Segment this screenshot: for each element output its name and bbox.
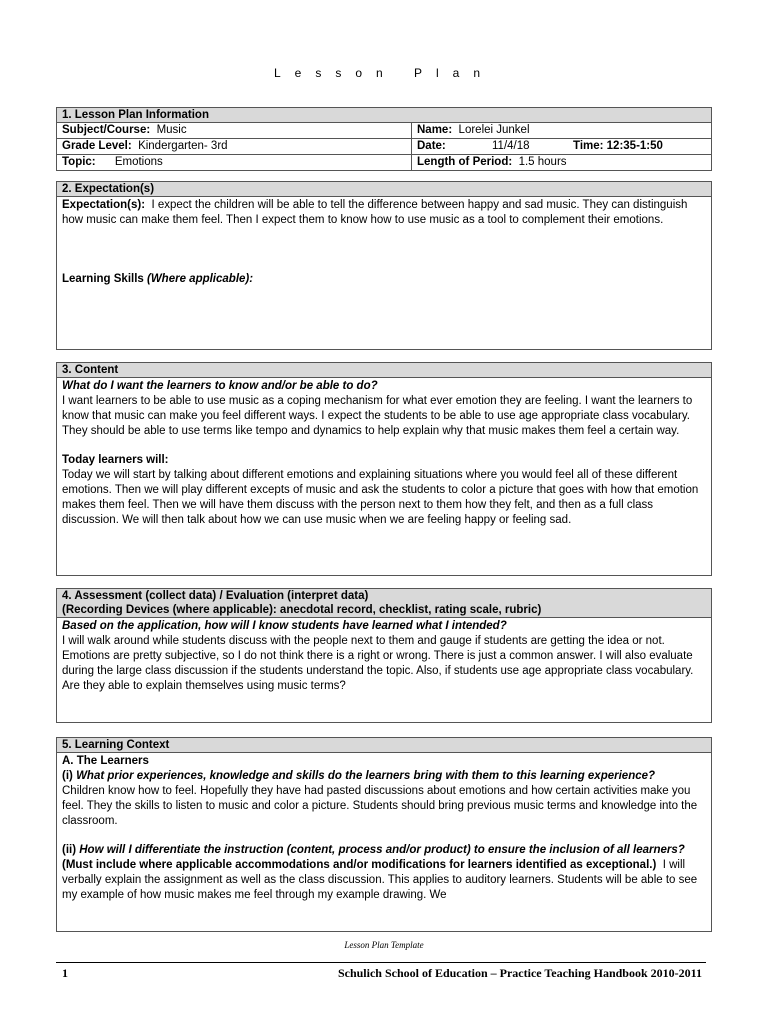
section-header: 3. Content <box>57 363 711 378</box>
footer-handbook-title: Schulich School of Education – Practice Teaching Handbook 2010-2011 <box>337 966 702 980</box>
length-label: Length of Period: <box>417 156 513 168</box>
section-lesson-info <box>56 107 712 171</box>
q2-extra: (Must include where applicable accommodations and/or modifications for learners identified as exceptional.) <box>62 859 657 871</box>
section-header: 1. Lesson Plan Information <box>57 108 711 123</box>
grade-label: Grade Level: <box>62 140 132 152</box>
footer-template-label: Lesson Plan Template <box>344 940 424 950</box>
subject-value: Music <box>156 124 187 136</box>
assessment-question: Based on the application, how will I know students have learned what I intended? <box>62 620 507 632</box>
q1-number: (i) <box>62 770 77 782</box>
info-row <box>57 139 711 155</box>
name-label: Name: <box>417 124 453 136</box>
content-text: I want learners to be able to use music as a coping mechanism for what ever emotion they are feeling. I want the learners to know that music can make you feel different ways. I expect the students to be able to use age appropriate class vocabulary. They should be able to use terms like tempo and dynamics to help explain why that music makes them feel a certain way. <box>62 395 693 437</box>
section-expectations <box>56 181 712 350</box>
info-row <box>57 123 711 139</box>
assessment-header: 4. Assessment (collect data) / Evaluation (interpret data) <box>62 590 369 602</box>
learning-skills-label: Learning Skills <box>62 273 147 285</box>
page-title: Lesson Plan <box>273 66 495 80</box>
learning-skills-note: (Where applicable): <box>147 273 254 285</box>
q2-number: (ii) <box>62 844 80 856</box>
assessment-subheader: (Recording Devices (where applicable): anecdotal record, checklist, rating scale, rubric) <box>62 604 542 616</box>
name-value: Lorelei Junkel <box>458 124 530 136</box>
q2-text: How will I differentiate the instruction (content, process and/or product) to ensure the inclusion of all learners? <box>79 844 685 856</box>
date-label: Date: <box>417 140 446 152</box>
date-value: 11/4/18 <box>492 140 530 152</box>
topic-value: Emotions <box>114 156 163 168</box>
subject-label: Subject/Course: <box>62 124 151 136</box>
content-question: What do I want the learners to know and/or be able to do? <box>62 380 378 392</box>
section-assessment <box>56 588 712 723</box>
time-label: Time: 12:35-1:50 <box>573 140 663 152</box>
today-label: Today learners will: <box>62 454 169 466</box>
expectation-label: Expectation(s): <box>62 199 146 211</box>
assessment-text: I will walk around while students discuss with the people next to them and gauge if students are getting the idea or not. Emotions are pretty subjective, so I do not think there is a right or wrong. There is just a common answer. I will also evaluate during the large class discussion if the students understand the topic. Also, if students use age appropriate class vocabulary. Are they able to explain themselves using music terms? <box>62 635 694 692</box>
section-header <box>57 589 711 618</box>
section-learning-context <box>56 737 712 932</box>
info-row <box>57 155 711 170</box>
today-text: Today we will start by talking about different emotions and explaining situations where you would feel all of these different emotions. Then we will play different excepts of music and ask the students to color a picture that goes with how that emotion makes them feel. Then we will have them discuss with the person next to them how they felt, and then as a full class discussion. We will then talk about how we can use music when we are feeling happy or feeling sad. <box>62 469 699 526</box>
expectation-text: I expect the children will be able to tell the difference between happy and sad music. They can distinguish how music can make them feel. Then I expect them to know how to use music as a tool to complement their emotions. <box>62 199 688 226</box>
section-header: 5. Learning Context <box>57 738 711 753</box>
page-number: 1 <box>62 966 68 980</box>
q1-answer: Children know how to feel. Hopefully they have had pasted discussions about emotions and how certain activities make you feel. They the skills to listen to music and color a picture. Students should bring previous music terms and knowledge into the classroom. <box>62 785 698 827</box>
length-value: 1.5 hours <box>518 156 567 168</box>
topic-label: Topic: <box>62 156 96 168</box>
q1-text: What prior experiences, knowledge and skills do the learners bring with them to this learning experience? <box>76 770 656 782</box>
footer-divider <box>56 962 706 963</box>
learners-subheading: A. The Learners <box>62 755 149 767</box>
section-content <box>56 362 712 576</box>
section-header: 2. Expectation(s) <box>57 182 711 197</box>
grade-value: Kindergarten- 3rd <box>138 140 228 152</box>
q2-answer: I will verbally explain the assignment as well as the class discussion. This applies to auditory learners. Students will be able to see my example of how music makes me feel through my example drawing. We <box>62 859 698 901</box>
